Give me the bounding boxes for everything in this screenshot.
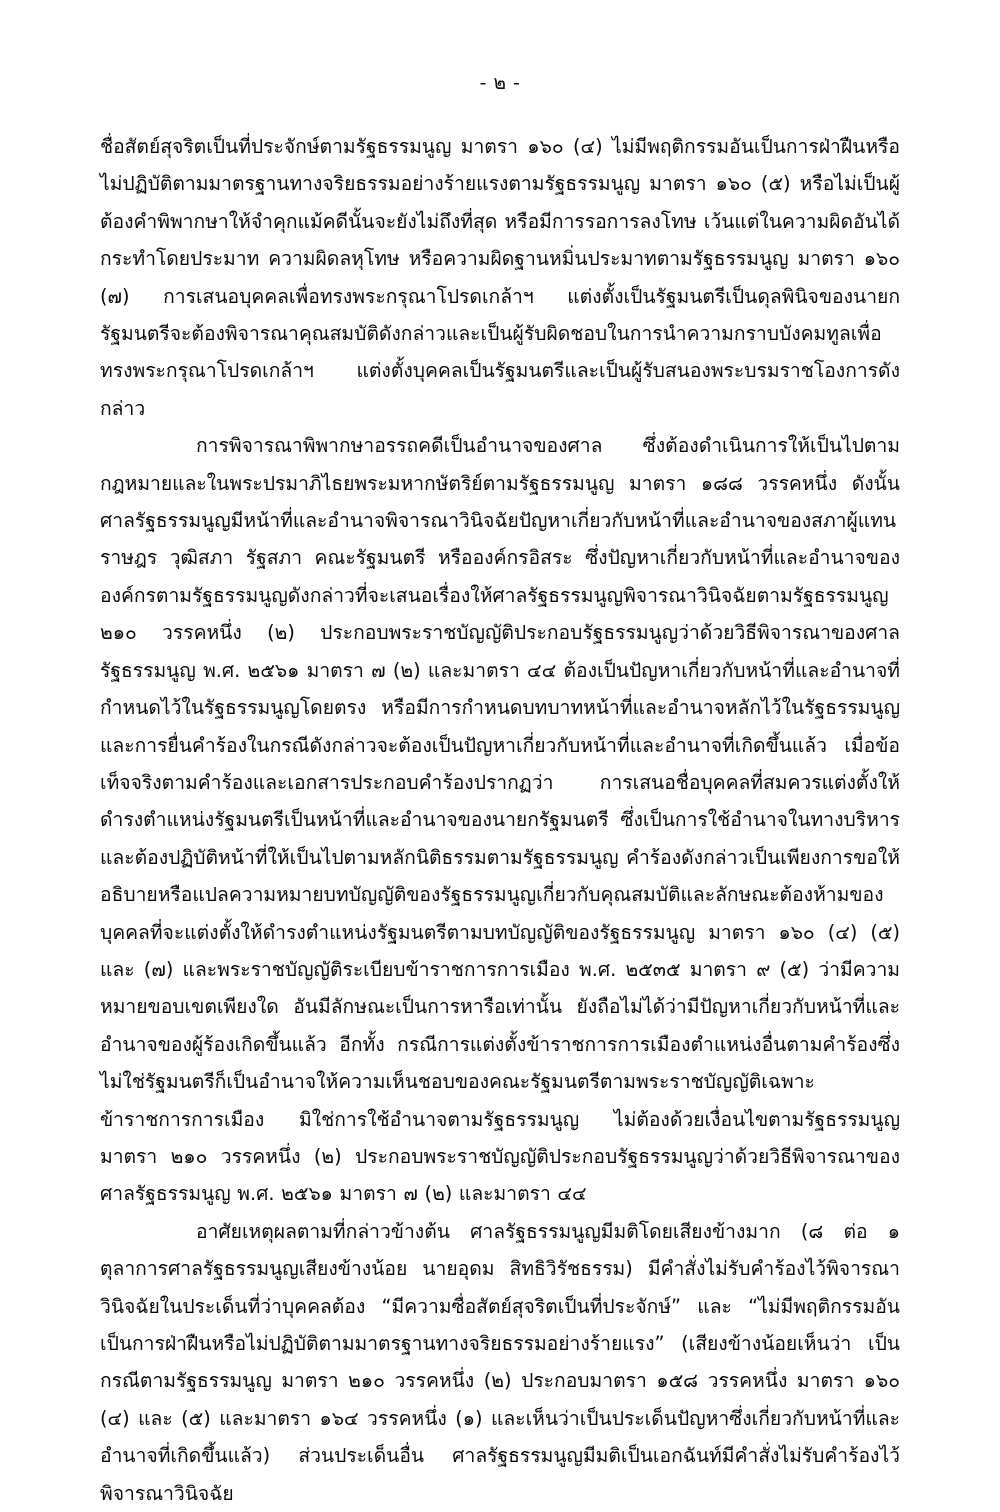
paragraph-3: อาศัยเหตุผลตามที่กล่าวข้างต้น ศาลรัฐธรรมนูญมีมติโดยเสียงข้างมาก (๘ ต่อ ๑ ตุลาการศาลรัฐธรรมนูญเสียงข้างน้อย นายอุดม สิทธิวิรัชธรรม) มีคำสั่งไม่รับคำร้องไว้พิจารณาวินิจฉัยในประเด็นที่ว่าบุคคลต้อง “มีความซื่อสัตย์สุจริตเป็นที่ประจักษ์” และ “ไม่มีพฤติกรรมอันเป็นการฝ่าฝืนหรือไม่ปฏิบัติตามมาตรฐานทางจริยธรรมอย่างร้ายแรง” (เสียงข้างน้อยเห็นว่า เป็นกรณีตามรัฐธรรมนูญ มาตรา ๒๑๐ วรรคหนึ่ง (๒) ประกอบมาตรา ๑๕๘ วรรคหนึ่ง มาตรา ๑๖๐ (๔) และ (๕) และมาตรา ๑๖๔ วรรคหนึ่ง (๑) และเห็นว่าเป็นประเด็นปัญหาซึ่งเกี่ยวกับหน้าที่และอำนาจที่เกิดขึ้นแล้ว) ส่วนประเด็นอื่น ศาลรัฐธรรมนูญมีมติเป็นเอกฉันท์มีคำสั่งไม่รับคำร้องไว้พิจารณาวินิจฉัย [100,1219,900,1505]
document-page [0,68,1000,1505]
document-body [100,98,900,1512]
page-number: - ๒ - [479,72,521,94]
paragraph-2: การพิจารณาพิพากษาอรรถคดีเป็นอำนาจของศาล ซึ่งต้องดำเนินการให้เป็นไปตามกฎหมายและในพระปรมาภิไธยพระมหากษัตริย์ตามรัฐธรรมนูญ มาตรา ๑๘๘ วรรคหนึ่ง ดังนั้น ศาลรัฐธรรมนูญมีหน้าที่และอำนาจพิจารณาวินิจฉัยปัญหาเกี่ยวกับหน้าที่และอำนาจของสภาผู้แทนราษฎร วุฒิสภา รัฐสภา คณะรัฐมนตรี หรือองค์กรอิสระ ซึ่งปัญหาเกี่ยวกับหน้าที่และอำนาจขององค์กรตามรัฐธรรมนูญดังกล่าวที่จะเสนอเรื่องให้ศาลรัฐธรรมนูญพิจารณาวินิจฉัยตามรัฐธรรมนูญ ๒๑๐ วรรคหนึ่ง (๒) ประกอบพระราชบัญญัติประกอบรัฐธรรมนูญว่าด้วยวิธีพิจารณาของศาลรัฐธรรมนูญ พ.ศ. ๒๕๖๑ มาตรา ๗ (๒) และมาตรา ๔๔ ต้องเป็นปัญหาเกี่ยวกับหน้าที่และอำนาจที่กำหนดไว้ในรัฐธรรมนูญโดยตรง หรือมีการกำหนดบทบาทหน้าที่และอำนาจหลักไว้ในรัฐธรรมนูญและการยื่นคำร้องในกรณีดังกล่าวจะต้องเป็นปัญหาเกี่ยวกับหน้าที่และอำนาจที่เกิดขึ้นแล้ว เมื่อข้อเท็จจริงตามคำร้องและเอกสารประกอบคำร้องปรากฏว่า การเสนอชื่อบุคคลที่สมควรแต่งตั้งให้ดำรงตำแหน่งรัฐมนตรีเป็นหน้าที่และอำนาจของนายกรัฐมนตรี ซึ่งเป็นการใช้อำนาจในทางบริหารและต้องปฏิบัติหน้าที่ให้เป็นไปตามหลักนิติธรรมตามรัฐธรรมนูญ คำร้องดังกล่าวเป็นเพียงการขอให้อธิบายหรือแปลความหมายบทบัญญัติของรัฐธรรมนูญเกี่ยวกับคุณสมบัติและลักษณะต้องห้ามของบุคคลที่จะแต่งตั้งให้ดำรงตำแหน่งรัฐมนตรีตามบทบัญญัติของรัฐธรรมนูญ มาตรา ๑๖๐ (๔) (๕) และ (๗) และพระราชบัญญัติระเบียบข้าราชการการเมือง พ.ศ. ๒๕๓๕ มาตรา ๙ (๕) ว่ามีความหมายขอบเขตเพียงใด อันมีลักษณะเป็นการหารือเท่านั้น ยังถือไม่ได้ว่ามีปัญหาเกี่ยวกับหน้าที่และอำนาจของผู้ร้องเกิดขึ้นแล้ว อีกทั้ง กรณีการแต่งตั้งข้าราชการการเมืองตำแหน่งอื่นตามคำร้องซึ่งไม่ใช่รัฐมนตรีก็เป็นอำนาจให้ความเห็นชอบของคณะรัฐมนตรีตามพระราชบัญญัติเฉพาะข้าราชการการเมือง มิใช่การใช้อำนาจตามรัฐธรรมนูญ ไม่ต้องด้วยเงื่อนไขตามรัฐธรรมนูญ มาตรา ๒๑๐ วรรคหนึ่ง (๒) ประกอบพระราชบัญญัติประกอบรัฐธรรมนูญว่าด้วยวิธีพิจารณาของศาลรัฐธรรมนูญ พ.ศ. ๒๕๖๑ มาตรา ๗ (๒) และมาตรา ๔๔ [100,434,900,1206]
paragraph-1: ชื่อสัตย์สุจริตเป็นที่ประจักษ์ตามรัฐธรรมนูญ มาตรา ๑๖๐ (๔) ไม่มีพฤติกรรมอันเป็นการฝ่าฝืนหรือไม่ปฏิบัติตามมาตรฐานทางจริยธรรมอย่างร้ายแรงตามรัฐธรรมนูญ มาตรา ๑๖๐ (๕) หรือไม่เป็นผู้ต้องคำพิพากษาให้จำคุกแม้คดีนั้นจะยังไม่ถึงที่สุด หรือมีการรอการลงโทษ เว้นแต่ในความผิดอันได้กระทำโดยประมาท ความผิดลหุโทษ หรือความผิดฐานหมิ่นประมาทตามรัฐธรรมนูญ มาตรา ๑๖๐ (๗) การเสนอบุคคลเพื่อทรงพระกรุณาโปรดเกล้าฯ แต่งตั้งเป็นรัฐมนตรีเป็นดุลพินิจของนายกรัฐมนตรีจะต้องพิจารณาคุณสมบัติดังกล่าวและเป็นผู้รับผิดชอบในการนำความกราบบังคมทูลเพื่อทรงพระกรุณาโปรดเกล้าฯ แต่งตั้งบุคคลเป็นรัฐมนตรีและเป็นผู้รับสนองพระบรมราชโองการดังกล่าว [100,135,900,420]
